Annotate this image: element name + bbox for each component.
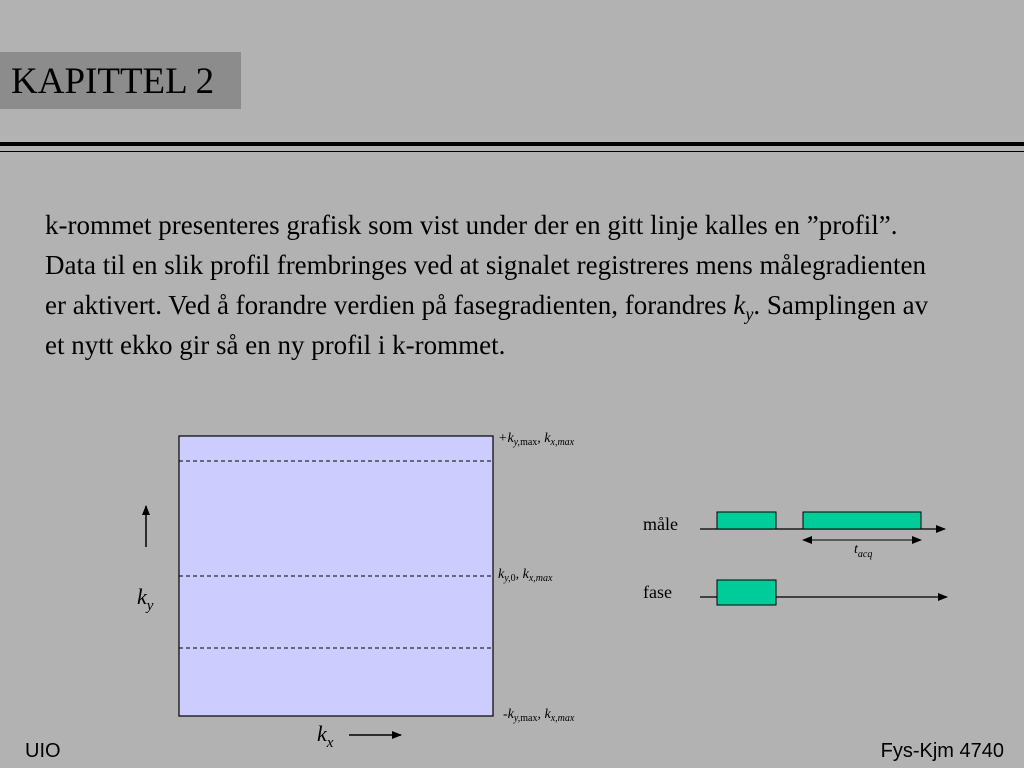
- maale-pulse-1: [717, 512, 776, 529]
- kspace-top-label: $+k_{y,}\max$, $k_{x,max}$: [498, 431, 575, 448]
- tacq-label: $t_{acq}$: [854, 542, 873, 560]
- maale-label: måle: [643, 514, 678, 534]
- kx-axis-label: $k_x$: [317, 721, 334, 751]
- ky-subscript: y: [745, 304, 754, 324]
- kspace-bottom-label: $-k_{y,}\max$, $k_{x,max}$: [503, 707, 575, 724]
- ky-axis-label: $k_y$: [137, 584, 154, 614]
- kspace-mid-label: $k_{y,}0$, $k_{x,max}$: [498, 567, 553, 584]
- body-text-before: k-rommet presenteres grafisk som vist under der en gitt linje kalles en ”profil”. Data til en slik profil frembringes ved at signalet registreres mens målegradienten er aktivert. Ved å forandre verdien på fasegradienten, forandres: [45, 210, 926, 320]
- body-text-after: . Samplingen av et nytt ekko gir så en ny profil i k-rommet.: [45, 290, 929, 360]
- page-title: KAPITTEL 2: [11, 61, 215, 102]
- footer-left: UIO: [25, 740, 61, 762]
- footer-right: Fys-Kjm 4740: [880, 740, 1004, 762]
- fase-label: fase: [643, 582, 672, 602]
- maale-pulse-2: [803, 512, 921, 529]
- fase-pulse: [717, 580, 776, 605]
- ky-symbol: k: [733, 290, 746, 320]
